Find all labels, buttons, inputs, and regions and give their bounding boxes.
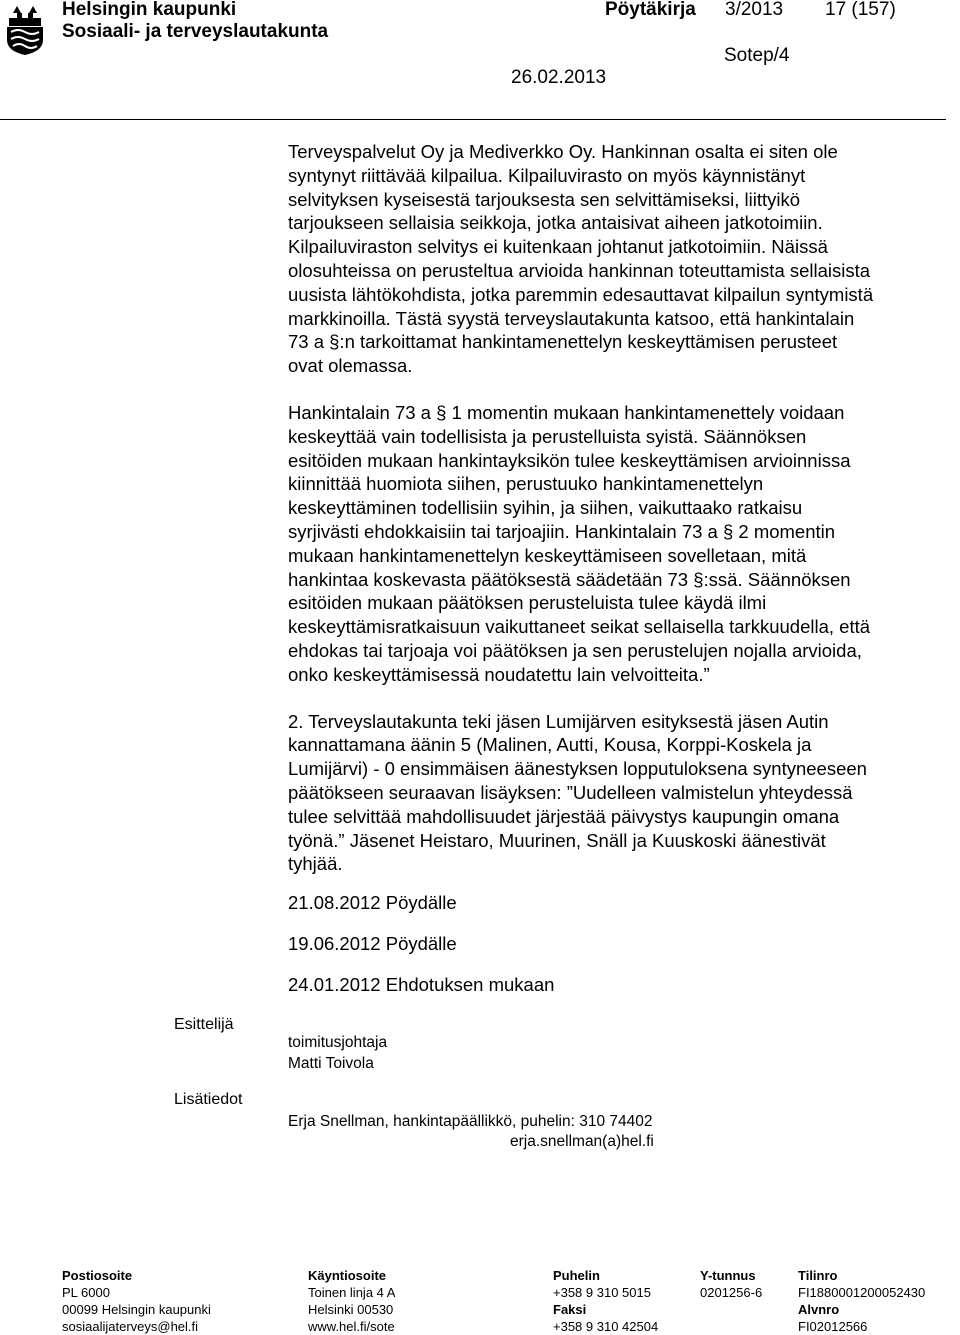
text-line: tarjoukseen sellaisia seikkoja, jotka antaisivat aiheen jatkotoimiin.: [288, 212, 823, 234]
page-number: 17 (157): [825, 0, 896, 20]
footer-heading: Y-tunnus: [700, 1268, 756, 1283]
board-name: Sosiaali- ja terveyslautakunta: [62, 21, 329, 42]
footer-heading: Puhelin: [553, 1268, 600, 1283]
footer-text: +358 9 310 42504: [553, 1319, 659, 1334]
contact-line: Erja Snellman, hankintapäällikkö, puhelin: 310 74402: [288, 1113, 653, 1130]
text-line: esitöiden mukaan hankintayksikön tulee keskeyttämisen arvioinnissa: [288, 449, 851, 471]
text-line: keskeyttämisratkaisuun vaikuttaneet seikat sellaisella tarkkuudella, että: [288, 616, 871, 638]
text-line: Terveyspalvelut Oy ja Mediverkko Oy. Hankinnan osalta ei siten ole: [288, 141, 838, 162]
paragraph-1: [288, 140, 948, 378]
text-line: syntynyt riittävää kilpailua. Kilpailuvirasto on myös käynnistänyt: [288, 164, 806, 186]
footer-business-id: [700, 1267, 762, 1301]
text-line: 73 a §:n tarkoittamat hankintamenettelyn keskeyttämisen perusteet: [288, 331, 838, 353]
footer-text: FI02012566: [798, 1319, 868, 1334]
doc-number: 3/2013: [725, 0, 784, 20]
history-entry: 24.01.2012 Ehdotuksen mukaan: [288, 974, 555, 995]
text-line: uusista lähtökohdista, jotka paremmin edesauttavat kilpailun syntymistä: [288, 283, 874, 305]
text-line: Kilpailuviraston selvitys ei kuitenkaan johtanut jatkotoimiin. Näissä: [288, 236, 828, 258]
text-line: Lumijärvi) - 0 ensimmäisen äänestyksen lopputuloksena syntyneeseen: [288, 758, 867, 780]
presenter-name: Matti Toivola: [288, 1055, 374, 1072]
document-body: [288, 140, 948, 876]
footer-text: 0201256-6: [700, 1285, 763, 1300]
presenter-label: Esittelijä: [174, 1016, 234, 1033]
meeting-date: 26.02.2013: [511, 67, 607, 88]
text-line: olosuhteissa on perusteltua arvioida hankinnan toteuttamista sellaisista: [288, 259, 871, 281]
text-line: kiinnittää huomiota siihen, perustuuko hankintamenettelyn: [288, 473, 764, 495]
text-line: esitöiden mukaan päätöksen perusteluista tulee käydä ilmi: [288, 592, 767, 614]
text-line: Hankintalain 73 a § 1 momentin mukaan hankintamenettely voidaan: [288, 401, 845, 423]
footer-text: sosiaalijaterveys@hel.fi: [62, 1319, 199, 1334]
doc-type: Pöytäkirja: [605, 0, 696, 20]
paragraph-2: [288, 401, 948, 687]
footer-text: FI1880001200052430: [798, 1285, 926, 1300]
text-line: ovat olemassa.: [288, 355, 413, 377]
info-label: Lisätiedot: [174, 1091, 243, 1108]
text-line: hankintaa koskevasta päätöksestä säädetään 73 §:ssä. Säännöksen: [288, 568, 851, 590]
header-rule: [0, 119, 946, 120]
text-line: markkinoilla. Tästä syystä terveyslautakunta katsoo, että hankintalain: [288, 307, 855, 329]
footer-text: PL 6000: [62, 1285, 110, 1300]
footer-account: [798, 1267, 925, 1335]
text-line: kannattamana äänin 5 (Malinen, Autti, Kousa, Korppi-Koskela ja: [288, 734, 812, 756]
text-line: tyhjää.: [288, 853, 343, 875]
text-line: tulee selvittää mahdollisuudet järjestää päivystys kaupungin omana: [288, 805, 840, 827]
history-entry: 19.06.2012 Pöydälle: [288, 933, 457, 954]
footer-heading: Postiosoite: [62, 1268, 133, 1283]
text-line: keskeyttäminen todellisiin syihin, ja siihen, vaikuttaako ratkaisu: [288, 497, 803, 519]
footer-postal: [62, 1267, 211, 1335]
footer-text: 00099 Helsingin kaupunki: [62, 1302, 211, 1317]
text-line: onko keskeyttämisessä noudatettu lain velvoitteita.”: [288, 663, 710, 685]
footer-heading: Tilinro: [798, 1268, 838, 1283]
footer-text: www.hel.fi/sote: [308, 1319, 395, 1334]
contact-email: erja.snellman(a)hel.fi: [510, 1133, 654, 1150]
footer-heading: Faksi: [553, 1302, 587, 1317]
text-line: selvityksen kyseisestä tarjouksesta sen selvittämiseksi, liittyikö: [288, 188, 801, 210]
text-line: mukaan hankintamenettelyn keskeyttämiseen sovelletaan, mitä: [288, 544, 807, 566]
footer-visit: [308, 1267, 395, 1335]
text-line: keskeyttää vain todellisista ja perustelluista syistä. Säännöksen: [288, 425, 807, 447]
helsinki-crest-icon: [3, 2, 47, 56]
text-line: ehdokas tai tarjoaja voi päätöksen ja sen perustelujen nojalla arvioida,: [288, 639, 862, 661]
text-line: työnä.” Jäsenet Heistaro, Muurinen, Snäll ja Kuuskoski äänestivät: [288, 829, 826, 851]
paragraph-3: [288, 710, 948, 877]
footer-text: +358 9 310 5015: [553, 1285, 651, 1300]
text-line: päätökseen seuraavan lisäyksen: ”Uudelleen valmistelun yhteydessä: [288, 781, 853, 803]
text-line: syrjivästi ehdokkaisiin tai tarjoajiin. Hankintalain 73 a § 2 momentin: [288, 520, 836, 542]
footer-heading: Käyntiosoite: [308, 1268, 387, 1283]
presenter-title: toimitusjohtaja: [288, 1034, 388, 1051]
org-name: Helsingin kaupunki: [62, 0, 237, 20]
footer-text: Helsinki 00530: [308, 1302, 394, 1317]
footer-phone: [553, 1267, 658, 1335]
history-entry: 21.08.2012 Pöydälle: [288, 892, 457, 913]
section-code: Sotep/4: [724, 45, 790, 66]
footer-heading: Alvnro: [798, 1302, 840, 1317]
footer-text: Toinen linja 4 A: [308, 1285, 396, 1300]
text-line: 2. Terveyslautakunta teki jäsen Lumijärven esityksestä jäsen Autin: [288, 710, 829, 732]
